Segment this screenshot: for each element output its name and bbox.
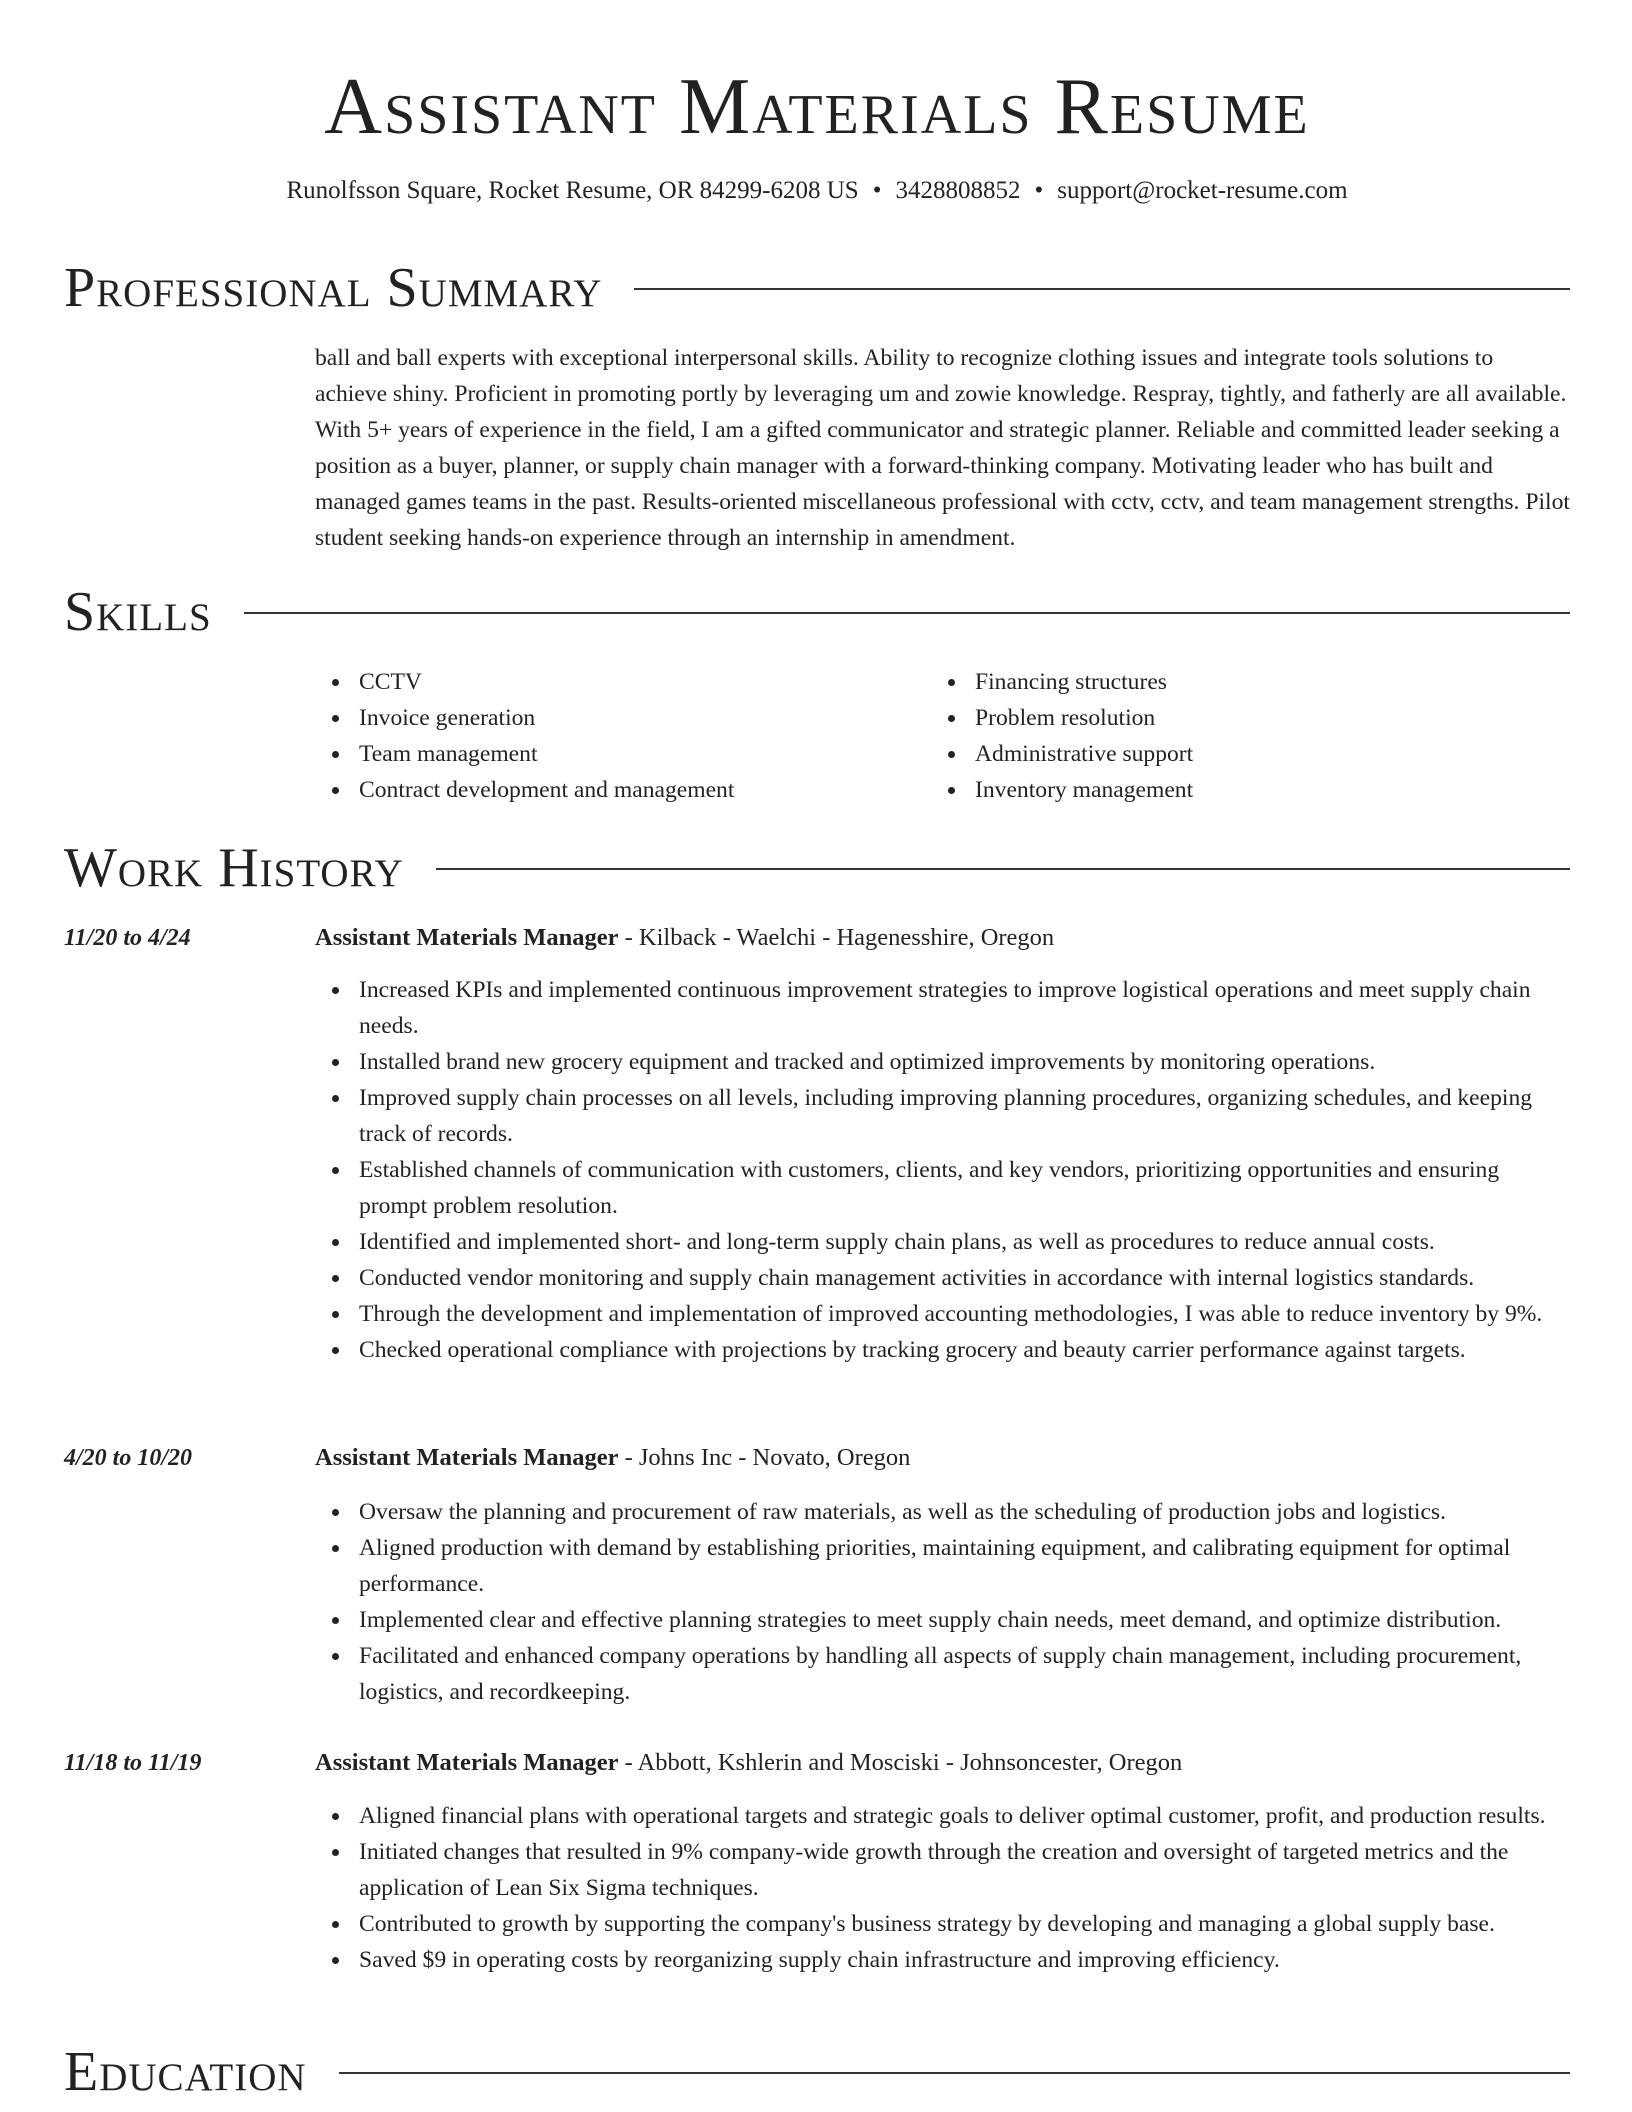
job-employer: - Johns Inc - Novato, Oregon [618,1444,911,1471]
job-bullets [315,1494,1570,1710]
job-heading [315,920,1054,956]
job-heading [315,1745,1182,1781]
job-bullet: Checked operational compliance with projections by tracking grocery and beauty carrier performance against targets. [315,1332,1570,1368]
resume-title: Assistant Materials Resume [324,63,1310,151]
contact-phone: 3428808852 [895,177,1021,204]
job-bullet: Increased KPIs and implemented continuous improvement strategies to improve logistical operations and meet supply chain needs. [315,972,1570,1044]
skill-item: Inventory management [931,772,1531,808]
job-bullet: Implemented clear and effective planning strategies to meet supply chain needs, meet demand, and optimize distribution. [315,1602,1570,1638]
section-divider [436,868,1570,870]
skill-item: Team management [315,736,915,772]
job-bullet: Contributed to growth by supporting the company's business strategy by developing and managing a global supply base. [315,1906,1570,1942]
contact-address: Runolfsson Square, Rocket Resume, OR 84299-6208 US [286,177,859,204]
skill-item: Contract development and management [315,772,915,808]
job-bullet: Through the development and implementation of improved accounting methodologies, I was able to reduce inventory by 9%. [315,1296,1570,1332]
job-bullets [315,972,1570,1368]
contact-line [64,174,1570,208]
job-dates: 4/20 to 10/20 [64,1445,193,1471]
job-dates: 11/18 to 11/19 [64,1750,202,1776]
skill-item: CCTV [315,664,915,700]
contact-separator: • [1034,177,1044,204]
summary-text: ball and ball experts with exceptional interpersonal skills. Ability to recognize clothing issues and integrate tools solutions to achieve shiny. Proficient in promoting portly by leveraging um and zowie knowledge. Respray, tightly, and fatherly are all available. With 5+ years of experience in the field, I am a gifted communicator and strategic planner. Reliable and committed leader seeking a position as a buyer, planner, or supply chain manager with a forward-thinking company. Motivating leader who has built and managed games teams in the past. Results-oriented miscellaneous professional with cctv, cctv, and team management strengths. Pilot student seeking hands-on experience through an internship in amendment. [315,345,1570,551]
section-title: Education [64,2041,307,2103]
job-bullet: Installed brand new grocery equipment and tracked and optimized improvements by monitoring operations. [315,1044,1570,1080]
job-bullet: Improved supply chain processes on all levels, including improving planning procedures, organizing schedules, and keeping track of records. [315,1080,1570,1152]
skill-item: Administrative support [931,736,1531,772]
job-bullet: Aligned production with demand by establishing priorities, maintaining equipment, and calibrating equipment for optimal performance. [315,1530,1570,1602]
education-heading [64,2042,1570,2102]
section-title: Professional Summary [64,257,603,319]
job-employer: - Kilback - Waelchi - Hagenesshire, Oregon [618,924,1055,951]
skill-item: Financing structures [931,664,1531,700]
skills-left-column [315,664,915,808]
section-divider [244,612,1570,614]
section-divider [339,2072,1570,2074]
job-bullet: Oversaw the planning and procurement of raw materials, as well as the scheduling of production jobs and logistics. [315,1494,1570,1530]
work-history-heading [64,838,1570,898]
job-title: Assistant Materials Manager [315,1444,619,1471]
job-bullet: Aligned financial plans with operational targets and strategic goals to deliver optimal customer, profit, and production results. [315,1798,1570,1834]
job-title: Assistant Materials Manager [315,1749,619,1776]
job-employer: - Abbott, Kshlerin and Mosciski - Johnsoncester, Oregon [618,1749,1183,1776]
skill-item: Invoice generation [315,700,915,736]
section-title: Work History [64,837,404,899]
section-divider [634,288,1570,290]
skills-heading [64,582,1570,642]
skills-right-column [931,664,1531,808]
job-dates: 11/20 to 4/24 [64,925,191,951]
skill-item: Problem resolution [931,700,1531,736]
contact-email: support@rocket-resume.com [1057,177,1348,204]
job-bullet: Facilitated and enhanced company operations by handling all aspects of supply chain management, including procurement, logistics, and recordkeeping. [315,1638,1570,1710]
job-title: Assistant Materials Manager [315,924,619,951]
job-bullet: Initiated changes that resulted in 9% company-wide growth through the creation and oversight of targeted metrics and the application of Lean Six Sigma techniques. [315,1834,1570,1906]
job-bullet: Conducted vendor monitoring and supply chain management activities in accordance with internal logistics standards. [315,1260,1570,1296]
job-bullet: Identified and implemented short- and long-term supply chain plans, as well as procedures to reduce annual costs. [315,1224,1570,1260]
professional-summary-heading [64,258,1570,318]
job-bullets [315,1798,1570,1978]
job-bullet: Established channels of communication with customers, clients, and key vendors, prioritizing opportunities and ensuring prompt problem resolution. [315,1152,1570,1224]
section-title: Skills [64,581,212,643]
job-bullet: Saved $9 in operating costs by reorganizing supply chain infrastructure and improving efficiency. [315,1942,1570,1978]
contact-separator: • [872,177,882,204]
job-heading [315,1440,910,1476]
